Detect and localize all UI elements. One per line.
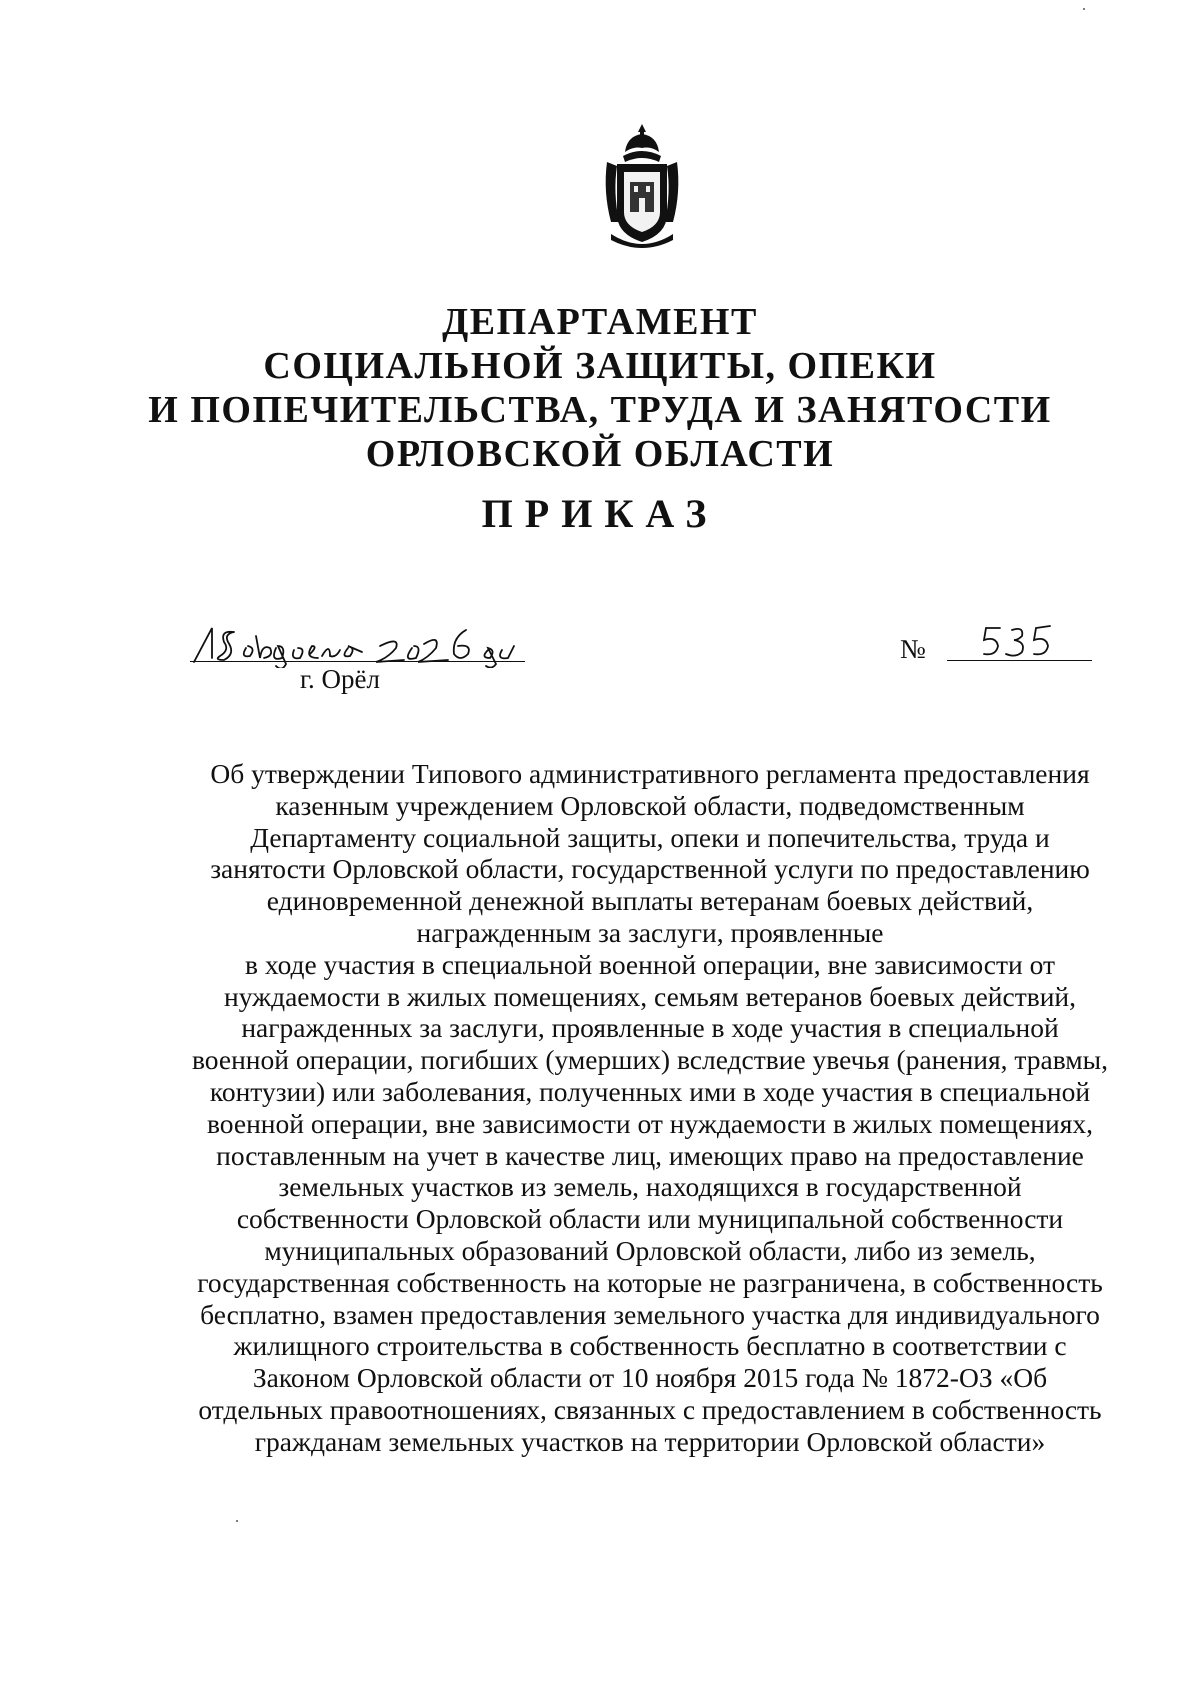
subject-line: награжденных за заслуги, проявленные в ходе участия в специальной [241,1012,1059,1044]
department-line: И ПОПЕЧИТЕЛЬСТВА, ТРУДА И ЗАНЯТОСТИ [148,389,1052,431]
subject-line: жилищного строительства в собственность бесплатно в соответствии с [233,1330,1067,1362]
department-line: ДЕПАРТАМЕНТ [442,301,758,343]
subject-line: награжденным за заслуги, проявленные [416,916,884,948]
subject-line: военной операции, вне зависимости от нуждаемости в жилых помещениях, [206,1107,1093,1139]
order-subject [160,758,1140,1458]
subject-line: единовременной денежной выплаты ветеранам боевых действий, [266,885,1034,917]
department-heading [0,300,1200,476]
subject-line: занятости Орловской области, государственной услуги по предоставлению [210,853,1090,885]
subject-line: нуждаемости в жилых помещениях, семьям ветеранов боевых действий, [223,980,1077,1012]
department-line: СОЦИАЛЬНОЙ ЗАЩИТЫ, ОПЕКИ [263,345,937,387]
subject-line: собственности Орловской области или муниципальной собственности [236,1203,1064,1235]
subject-line: контузии) или заболевания, полученных ими в ходе участия в специальной [209,1075,1091,1107]
subject-line: гражданам земельных участков на территории Орловской области» [254,1425,1046,1457]
subject-line: казенным учреждением Орловской области, подведомственным [275,789,1025,821]
subject-line: в ходе участия в специальной военной операции, вне зависимости от [245,948,1055,980]
scan-speck [1083,8,1085,10]
date-underline [190,661,525,662]
coat-of-arms-icon [597,122,687,250]
subject-line: государственная собственность на которые не разграничена, в собственность [197,1266,1103,1298]
subject-line: земельных участков из земель, находящихся в государственной [278,1171,1022,1203]
subject-line: Об утверждении Типового административного регламента предоставления [210,758,1090,789]
subject-line: отдельных правоотношениях, связанных с предоставлением в собственность [198,1393,1102,1425]
department-line: ОРЛОВСКОЙ ОБЛАСТИ [365,433,835,475]
number-label: № [900,634,926,664]
subject-line: Законом Орловской области от 10 ноября 2015 года № 1872-ОЗ «Об [252,1362,1048,1394]
subject-line: Департаменту социальной защиты, опеки и попечительства, труда и [250,821,1050,853]
subject-line: муниципальных образований Орловской области, либо из земель, [264,1234,1036,1266]
document-type-title: ПРИКАЗ [481,491,719,536]
city-label: г. Орёл [300,664,380,694]
handwritten-number [978,620,1078,662]
subject-line: поставленным на учет в качестве лиц, имеющих право на предоставление [216,1139,1084,1171]
subject-line: бесплатно, взамен предоставления земельного участка для индивидуального [200,1298,1100,1330]
subject-line: военной операции, погибших (умерших) вследствие увечья (ранения, травмы, [192,1044,1108,1076]
scan-speck [236,1520,238,1522]
